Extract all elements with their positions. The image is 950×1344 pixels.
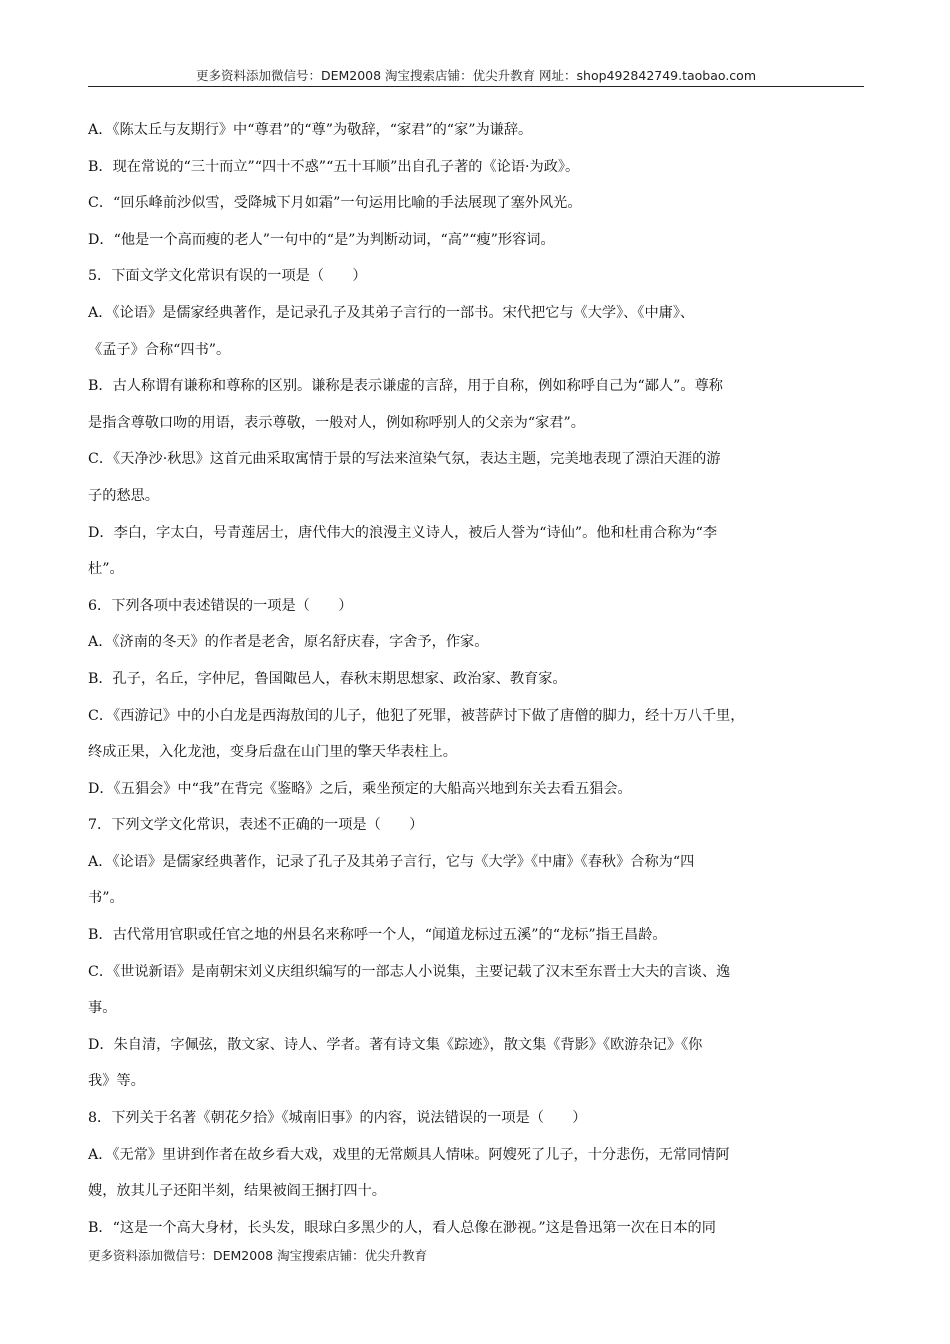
text-line: C．“回乐峰前沙似雪，受降城下月如霜”一句运用比喻的手法展现了塞外风光。 [88,195,582,212]
text-line: B．孔子，名丘，字仲尼，鲁国陬邑人，春秋末期思想家、政治家、教育家。 [88,670,567,687]
text-line: B．“这是一个高大身材，长头发，眼球白多黑少的人，看人总像在渺视。”这是鲁迅第一次在日本的同 [88,1219,716,1236]
text-line: 子的愁思。 [88,487,159,504]
text-line: 嫂，放其儿子还阳半刻，结果被阎王捆打四十。 [88,1183,386,1200]
text-line: 是指含尊敬口吻的用语，表示尊敬，一般对人，例如称呼别人的父亲为“家君”。 [88,414,585,431]
text-line: A．《陈太丘与友期行》中“尊君”的“尊”为敬辞，“家君”的“家”为谦辞。 [88,122,533,138]
page-footer: 更多资料添加微信号：DEM2008 淘宝搜索店铺：优尖升教育 [88,1248,428,1263]
question-stem: 8．下列关于名著《朝花夕拾》《城南旧事》的内容，说法错误的一项是（ ） [88,1110,587,1127]
question-stem: 7．下列文学文化常识，表述不正确的一项是（ ） [88,817,424,834]
text-line: D．朱自清，字佩弦，散文家、诗人、学者。著有诗文集《踪迹》，散文集《背影》《欧游杂记》《你 [88,1036,703,1053]
text-line: B．现在常说的“三十而立”“四十不惑”“五十耳顺”出自孔子著的《论语·为政》。 [88,158,580,175]
text-line: D．《五猖会》中“我”在背完《鉴略》之后，乘坐预定的大船高兴地到东关去看五猖会。 [88,780,632,797]
text-line: 《孟子》合称“四书”。 [88,341,231,358]
text-line: B．古人称谓有谦称和尊称的区别。谦称是表示谦虚的言辞，用于自称，例如称呼自己为“鄙人”。尊称 [88,378,723,395]
document-body [88,112,864,1246]
text-line: 事。 [88,1000,117,1017]
text-line: C．《天净沙·秋思》这首元曲采取寓情于景的写法来渲染气氛，表达主题，完美地表现了漂泊天涯的游 [88,451,721,468]
text-line: D．“他是一个高而瘦的老人”一句中的“是”为判断动词，“高”“瘦”形容词。 [88,231,555,248]
text-line: B．古代常用官职或任官之地的州县名来称呼一个人，“闻道龙标过五溪”的“龙标”指王昌龄。 [88,927,667,944]
text-line: 书”。 [88,890,124,907]
text-line: 终成正果，入化龙池，变身后盘在山门里的擎天华表柱上。 [88,744,457,761]
text-line: 我》等。 [88,1073,145,1090]
page-header: 更多资料添加微信号：DEM2008 淘宝搜索店铺：优尖升教育 网址：shop492842749.taobao.com [195,68,757,83]
text-line: C．《西游记》中的小白龙是西海敖闰的儿子，他犯了死罪，被菩萨讨下做了唐僧的脚力，经十万八千里， [88,707,745,724]
text-line: A．《济南的冬天》的作者是老舍，原名舒庆春，字舍予，作家。 [88,634,489,651]
question-stem: 6．下列各项中表述错误的一项是（ ） [88,597,353,614]
text-line: C．《世说新语》是南朝宋刘义庆组织编写的一部志人小说集，主要记载了汉末至东晋士大夫的言谈、逸 [88,963,731,980]
header-divider [88,86,864,87]
text-line: A．《论语》是儒家经典著作，记录了孔子及其弟子言行，它与《大学》《中庸》《春秋》合称为“四 [88,853,695,870]
text-line: D．李白，字太白，号青莲居士，唐代伟大的浪漫主义诗人，被后人誉为“诗仙”。他和杜甫合称为“李 [88,524,718,541]
question-stem: 5．下面文学文化常识有误的一项是（ ） [88,268,367,285]
text-line: A．《论语》是儒家经典著作，是记录孔子及其弟子言行的一部书。宋代把它与《大学》、《中庸》、 [88,304,695,321]
text-line: A．《无常》里讲到作者在故乡看大戏，戏里的无常颇具人情味。阿嫂死了儿子，十分悲伤，无常同情阿 [88,1146,730,1163]
text-line: 杜”。 [88,561,124,578]
